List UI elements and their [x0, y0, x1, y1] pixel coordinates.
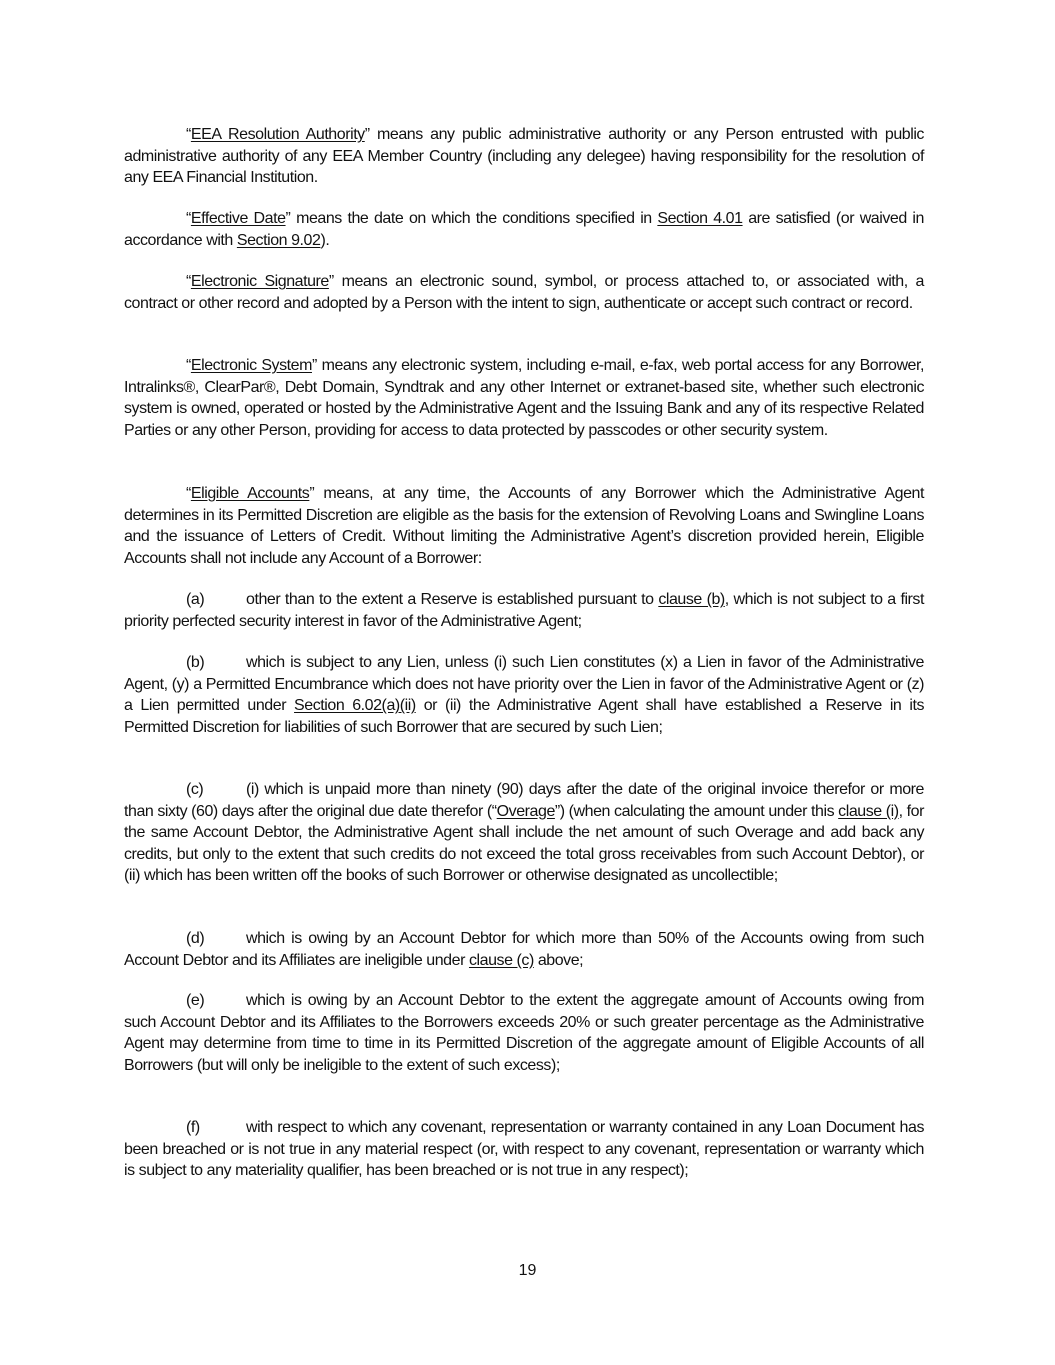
- clause-text: above;: [533, 951, 584, 969]
- open-quote: “: [186, 210, 191, 227]
- definition-effective-date: [124, 208, 924, 251]
- open-quote: “: [186, 485, 191, 502]
- definition-eea-resolution-authority: [124, 124, 924, 189]
- definition-text: means any electronic system, including e-mail, e-fax, web portal access for any Borrower, Intralinks®, ClearPar®, Debt Domain, Syndtrak and any other Internet or extranet-based site, whether such electronic system is owned, operated or hosted by the Administrative Agent and the Issuing Bank and any of its respective Related Parties or any other Person, providing for access to data protected by passcodes or other security system.: [124, 357, 924, 439]
- close-quote: ”: [328, 273, 334, 290]
- clause-reference: clause (i): [838, 802, 899, 820]
- clause-text: which is subject to any Lien, unless (i) such Lien constitutes (x) a Lien in favor of the Administrative Agent, (y) a Permitted Encumbrance which does not have priority over the Lien in favor of the Administrative Agent or (z) a Lien permitted under: [124, 654, 924, 714]
- clause-f: [124, 1117, 924, 1182]
- clause-text: with respect to which any covenant, representation or warranty contained in any Loan Document has been breached or is not true in any material respect (or, with respect to any covenant, representation or warranty which is subject to any materiality qualifier, has been breached or is not true in any respect);: [124, 1119, 924, 1179]
- defined-term: EEA Resolution Authority: [190, 126, 365, 143]
- defined-term: Electronic System: [190, 357, 312, 374]
- definition-text: means the date on which the conditions specified in: [290, 210, 658, 227]
- definition-electronic-system: [124, 355, 924, 441]
- close-quote: ”: [309, 485, 315, 502]
- clause-label: (c): [186, 781, 204, 798]
- defined-term: Overage: [496, 802, 555, 820]
- clause-text: which is owing by an Account Debtor for which more than 50% of the Accounts owing from such Account Debtor and its Affiliates are ineligible under: [124, 930, 924, 969]
- clause-b: [124, 652, 924, 738]
- clause-reference: clause (c): [468, 951, 534, 969]
- clause-c: [124, 779, 924, 887]
- close-quote: ”: [285, 210, 291, 227]
- defined-term: Eligible Accounts: [190, 485, 310, 502]
- clause-text: (i) which is unpaid more than ninety (90) days after the date of the original invoice therefor or more than sixty (60) days after the original due date therefor (“: [124, 781, 924, 820]
- close-quote: ”: [311, 357, 317, 374]
- clause-label: (d): [186, 930, 205, 947]
- open-quote: “: [186, 357, 191, 374]
- definition-text: means an electronic sound, symbol, or process attached to, or associated with, a contract or other record and adopted by a Person with the intent to sign, authenticate or accept such contract or record.: [124, 273, 924, 312]
- definition-text: ).: [320, 231, 330, 249]
- clause-label: (e): [186, 992, 205, 1009]
- clause-e: [124, 990, 924, 1076]
- definition-eligible-accounts: [124, 483, 924, 569]
- clause-label: (a): [186, 591, 205, 608]
- definition-text: means any public administrative authority or any Person entrusted with public administrative authority of any EEA Member Country (including any delegee) having responsibility for the resolution of any EEA Financial Institution.: [124, 126, 924, 186]
- close-quote: ”: [364, 126, 370, 143]
- open-quote: “: [186, 126, 191, 143]
- clause-text: which is owing by an Account Debtor to the extent the aggregate amount of Accounts owing from such Account Debtor and its Affiliates to the Borrowers exceeds 20% or such greater percentage as the Administrative Agent may determine from time to time in its Permitted Discretion of the aggregate amount of Eligible Accounts of all Borrowers (but will only be ineligible to the extent of such excess);: [124, 992, 924, 1074]
- clause-label: (f): [186, 1119, 200, 1136]
- defined-term: Effective Date: [190, 210, 286, 227]
- clause-text: , for the same Account Debtor, the Administrative Agent shall include the net amount of such Overage and add back any credits, but only to the extent that such credits do not exceed the total gross receivables from such Account Debtor), or (ii) which has been written off the books of such Borrower or otherwise designated as uncollectible;: [124, 802, 924, 884]
- clause-text: other than to the extent a Reserve is established pursuant to: [246, 591, 659, 608]
- section-reference: Section 4.01: [657, 210, 743, 227]
- clause-text: , which is not subject to a first priority perfected security interest in favor of the Administrative Agent;: [124, 591, 924, 630]
- section-reference: Section 6.02(a)(ii): [294, 697, 416, 714]
- clause-text: or (ii) the Administrative Agent shall have established a Reserve in its Permitted Discretion for liabilities of such Borrower that are secured by such Lien;: [124, 697, 924, 736]
- clause-reference: clause (b): [658, 591, 725, 608]
- definition-electronic-signature: [124, 271, 924, 314]
- clause-text: ”) (when calculating the amount under this: [554, 802, 839, 820]
- definition-text: are satisfied (or waived in accordance with: [124, 210, 924, 249]
- open-quote: “: [186, 273, 191, 290]
- section-reference: Section 9.02: [236, 231, 321, 249]
- clause-a: [124, 589, 924, 632]
- page-number: 19: [518, 1262, 537, 1279]
- definition-text: means, at any time, the Accounts of any Borrower which the Administrative Agent determines in its Permitted Discretion are eligible as the basis for the extension of Revolving Loans and Swingline Loans and the issuance of Letters of Credit. Without limiting the Administrative Agent’s discretion provided herein, Eligible Accounts shall not include any Account of a Borrower:: [124, 485, 924, 567]
- clause-label: (b): [186, 654, 205, 671]
- defined-term: Electronic Signature: [190, 273, 329, 290]
- clause-d: [124, 928, 924, 971]
